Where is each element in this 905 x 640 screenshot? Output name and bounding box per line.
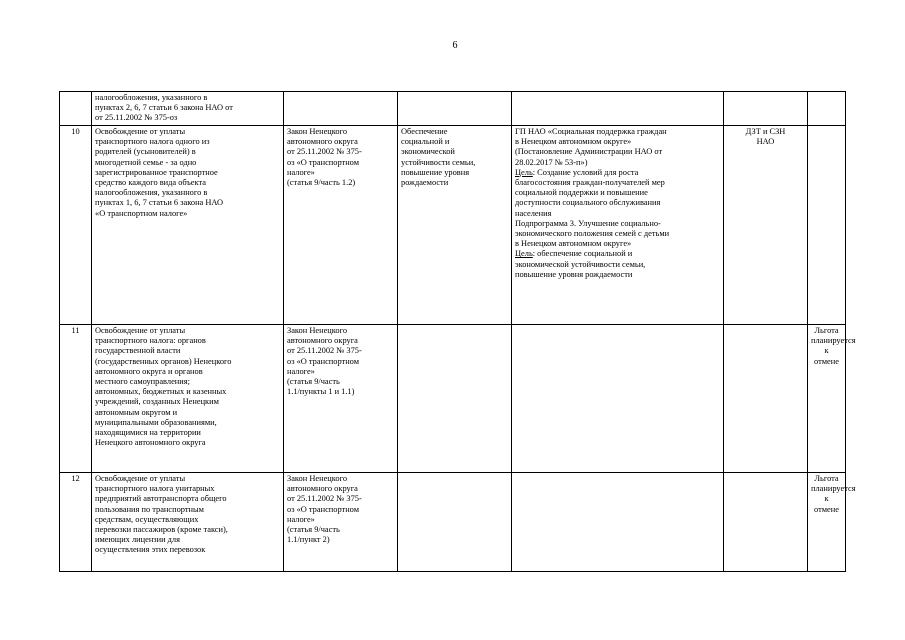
responsible-body bbox=[724, 325, 808, 473]
legal-basis: Закон Ненецкого автономного округа от 25.11.2002 № 375- оз «О транспортном налоге» (статья 9/часть 1.2) bbox=[284, 126, 398, 325]
row-note: Льгота планируется к отмене bbox=[808, 473, 846, 572]
state-program bbox=[512, 325, 724, 473]
row-number: 12 bbox=[60, 473, 92, 572]
legal-basis bbox=[284, 92, 398, 126]
benefit-goal bbox=[398, 92, 512, 126]
table-row bbox=[60, 325, 846, 473]
row-number bbox=[60, 92, 92, 126]
row-note: Льгота планируется к отмене bbox=[808, 325, 846, 473]
subprogram-title: Подпрограмма 3. Улучшение социально- экономического положения семей с детьми в Ненецком автономном округе» bbox=[515, 218, 670, 249]
page-number: 6 bbox=[452, 40, 458, 51]
program-goal-text: : Создание условий для роста благосостояния граждан-получателей мер социальной поддержки и повышение доступности социального обслуживания населения bbox=[515, 167, 665, 218]
row-note bbox=[808, 126, 846, 325]
responsible-body bbox=[724, 473, 808, 572]
subprogram-goal-text: : обеспечение социальной и экономической устойчивости семьи, повышение уровня рождаемости bbox=[515, 249, 646, 279]
benefit-goal bbox=[398, 325, 512, 473]
responsible-body bbox=[724, 92, 808, 126]
row-note bbox=[808, 92, 846, 126]
legal-basis: Закон Ненецкого автономного округа от 25.11.2002 № 375- оз «О транспортном налоге» (статья 9/часть 1.1/пункт 2) bbox=[284, 473, 398, 572]
program-title: ГП НАО «Социальная поддержка граждан в Ненецком автономном округе» (Постановление Администрации НАО от 28.02.2017 № 53-п») bbox=[515, 127, 667, 167]
legal-basis: Закон Ненецкого автономного округа от 25.11.2002 № 375- оз «О транспортном налоге» (статья 9/часть 1.1/пункты 1 и 1.1) bbox=[284, 325, 398, 473]
table-row bbox=[60, 126, 846, 325]
subprogram-goal-label: Цель bbox=[515, 249, 533, 259]
row-number: 10 bbox=[60, 126, 92, 325]
program-goal-label: Цель bbox=[515, 167, 533, 177]
state-program bbox=[512, 92, 724, 126]
benefit-name: налогообложения, указанного в пунктах 2, 6, 7 статьи 6 закона НАО от от 25.11.2002 № 375-оз bbox=[92, 92, 284, 126]
benefit-name: Освобождение от уплаты транспортного налога одного из родителей (усыновителей) в многодетной семье - за одно зарегистрированное транспортное средство каждого вида объекта налогообложения, указанного в пунктах 1, 6, 7 статьи 6 закона НАО «О транспортном налоге» bbox=[92, 126, 284, 325]
state-program bbox=[512, 126, 724, 325]
tax-benefits-table bbox=[59, 91, 856, 572]
table-row bbox=[60, 473, 846, 572]
state-program bbox=[512, 473, 724, 572]
benefit-goal: Обеспечение социальной и экономической устойчивости семьи, повышение уровня рождаемости bbox=[398, 126, 512, 325]
benefit-name: Освобождение от уплаты транспортного налога унитарных предприятий автотранспорта общего пользования по транспортным средствам, осуществляющих перевозки пассажиров (кроме такси), имеющих лицензии для осуществления этих перевозок bbox=[92, 473, 284, 572]
table-row bbox=[60, 92, 846, 126]
benefit-name: Освобождение от уплаты транспортного налога: органов государственной власти (государственных органов) Ненецкого автономного округа и органов местного самоуправления; автономных, бюджетных и казенных учреждений, созданных Ненецким автономным округом и муниципальными образованиями, находящимися на территории Ненецкого автономного округа bbox=[92, 325, 284, 473]
row-number: 11 bbox=[60, 325, 92, 473]
benefit-goal bbox=[398, 473, 512, 572]
responsible-body: ДЗТ и СЗН НАО bbox=[724, 126, 808, 325]
